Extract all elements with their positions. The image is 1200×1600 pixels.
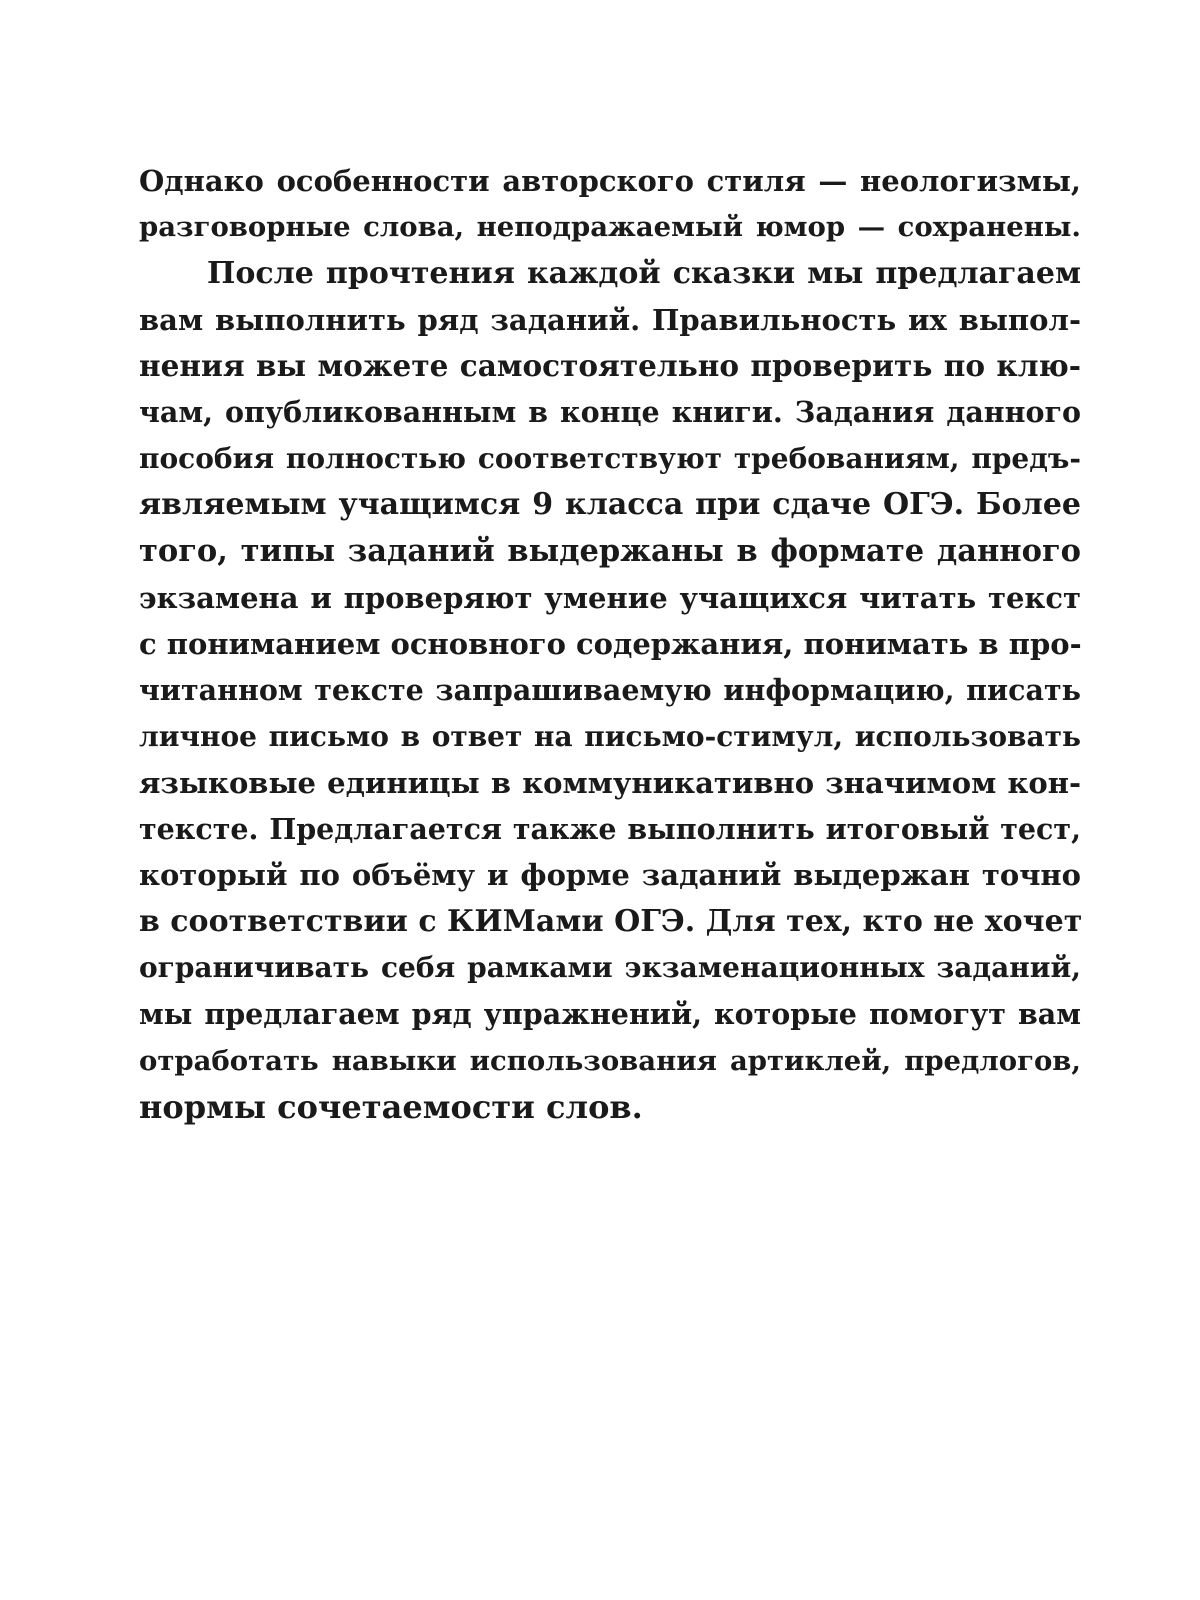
text-line: тексте. Предлагается также выполнить итоговый тест, — [139, 812, 1081, 847]
text-line: нения вы можете самостоятельно проверить по клю- — [139, 348, 1081, 384]
text-line: читанном тексте запрашиваемую информацию, писать — [139, 673, 1081, 708]
text-line: После прочтения каждой сказки мы предлагаем — [207, 255, 1081, 291]
text-line: мы предлагаем ряд упражнений, которые помогут вам — [139, 997, 1081, 1032]
body-text — [139, 158, 1081, 1130]
text-line: того, типы заданий выдержаны в формате данного — [139, 533, 1081, 570]
text-line: являемым учащимся 9 класса при сдаче ОГЭ. Более — [139, 487, 1081, 523]
text-line: экзамена и проверяют умение учащихся читать текст — [139, 580, 1081, 615]
text-line: языковые единицы в коммуникативно значимом кон- — [139, 765, 1081, 800]
text-line: в соответствии с КИМами ОГЭ. Для тех, кто не хочет — [139, 903, 1083, 939]
text-line: с пониманием основного содержания, понимать в про- — [139, 626, 1082, 661]
text-line: который по объёму и форме заданий выдержан точно — [139, 858, 1081, 893]
text-line: отработать навыки использования артиклей, предлогов, — [139, 1044, 1081, 1077]
text-line: нормы сочетаемости слов. — [139, 1087, 643, 1126]
text-line: личное письмо в ответ на письмо-стимул, использовать — [139, 719, 1081, 753]
text-line: чам, опубликованным в конце книги. Задания данного — [139, 395, 1081, 430]
text-line: ограничивать себя рамками экзаменационных заданий, — [139, 951, 1081, 985]
text-line: вам выполнить ряд заданий. Правильность их выпол- — [139, 302, 1081, 337]
text-line: Однако особенности авторского стиля — неологизмы, — [139, 164, 1081, 198]
text-line: разговорные слова, неподражаемый юмор — сохранены. — [139, 211, 1081, 244]
text-line: пособия полностью соответствуют требованиям, предъ- — [139, 441, 1081, 475]
